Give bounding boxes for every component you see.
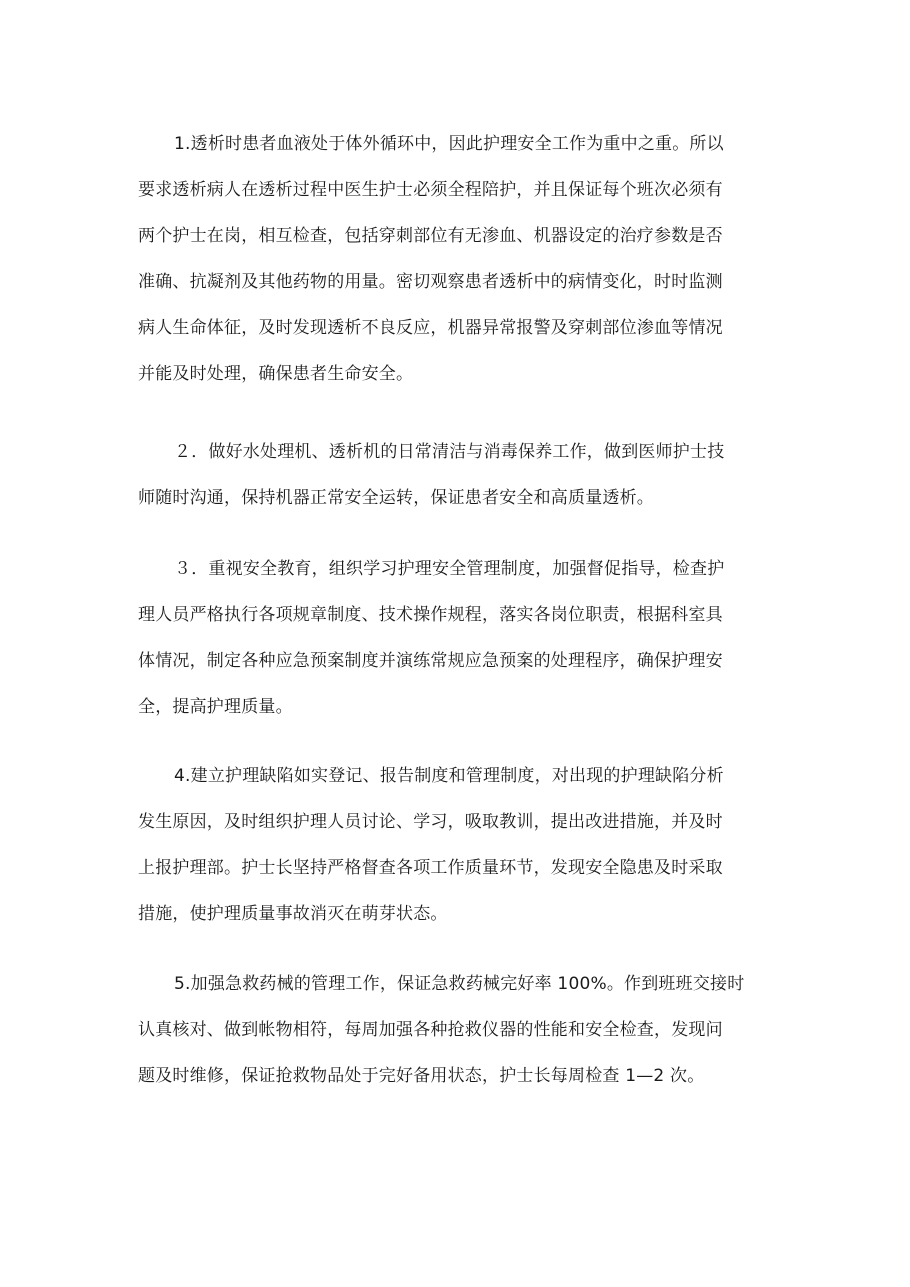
paragraph-line: 体情况，制定各种应急预案制度并演练常规应急预案的处理程序，确保护理安 <box>138 651 723 671</box>
paragraph-line: 发生原因，及时组织护理人员讨论、学习，吸取教训，提出改进措施，并及时 <box>138 812 723 832</box>
paragraph-line: 要求透析病人在透析过程中医生护士必须全程陪护，并且保证每个班次必须有 <box>138 180 723 200</box>
paragraph-line: ３．重视安全教育，组织学习护理安全管理制度，加强督促指导，检查护 <box>174 559 725 579</box>
paragraph-line: 病人生命体征，及时发现透析不良反应，机器异常报警及穿刺部位渗血等情况 <box>138 318 723 338</box>
paragraph-line: 全，提高护理质量。 <box>138 697 293 717</box>
paragraph-line: 并能及时处理，确保患者生命安全。 <box>138 364 414 384</box>
paragraph-4 <box>138 765 778 949</box>
paragraph-line: 师随时沟通，保持机器正常安全运转，保证患者安全和高质量透析。 <box>138 488 654 508</box>
paragraph-line: 两个护士在岗，相互检查，包括穿刺部位有无渗血、机器设定的治疗参数是否 <box>138 226 723 246</box>
paragraph-line: 认真核对、做到帐物相符，每周加强各种抢救仪器的性能和安全检查，发现问 <box>138 1020 723 1040</box>
paragraph-1 <box>138 133 778 409</box>
paragraph-line: 措施，使护理质量事故消灭在萌芽状态。 <box>138 904 448 924</box>
paragraph-line: 5.加强急救药械的管理工作，保证急救药械完好率 100%。作到班班交接时 <box>174 974 745 994</box>
paragraph-line: 4.建立护理缺陷如实登记、报告制度和管理制度，对出现的护理缺陷分析 <box>174 766 724 786</box>
paragraph-line: 理人员严格执行各项规章制度、技术操作规程，落实各岗位职责，根据科室具 <box>138 605 723 625</box>
paragraph-2 <box>138 441 778 533</box>
paragraph-line: 准确、抗凝剂及其他药物的用量。密切观察患者透析中的病情变化，时时监测 <box>138 272 723 292</box>
paragraph-3 <box>138 558 778 742</box>
paragraph-line: 上报护理部。护士长坚持严格督查各项工作质量环节，发现安全隐患及时采取 <box>138 858 723 878</box>
paragraph-line: ２．做好水处理机、透析机的日常清洁与消毒保养工作，做到医师护士技 <box>174 442 725 462</box>
paragraph-line: 题及时维修，保证抢救物品处于完好备用状态，护士长每周检查 1—2 次。 <box>138 1066 705 1086</box>
paragraph-5 <box>138 973 778 1111</box>
paragraph-line: 1.透析时患者血液处于体外循环中，因此护理安全工作为重中之重。所以 <box>174 134 724 154</box>
